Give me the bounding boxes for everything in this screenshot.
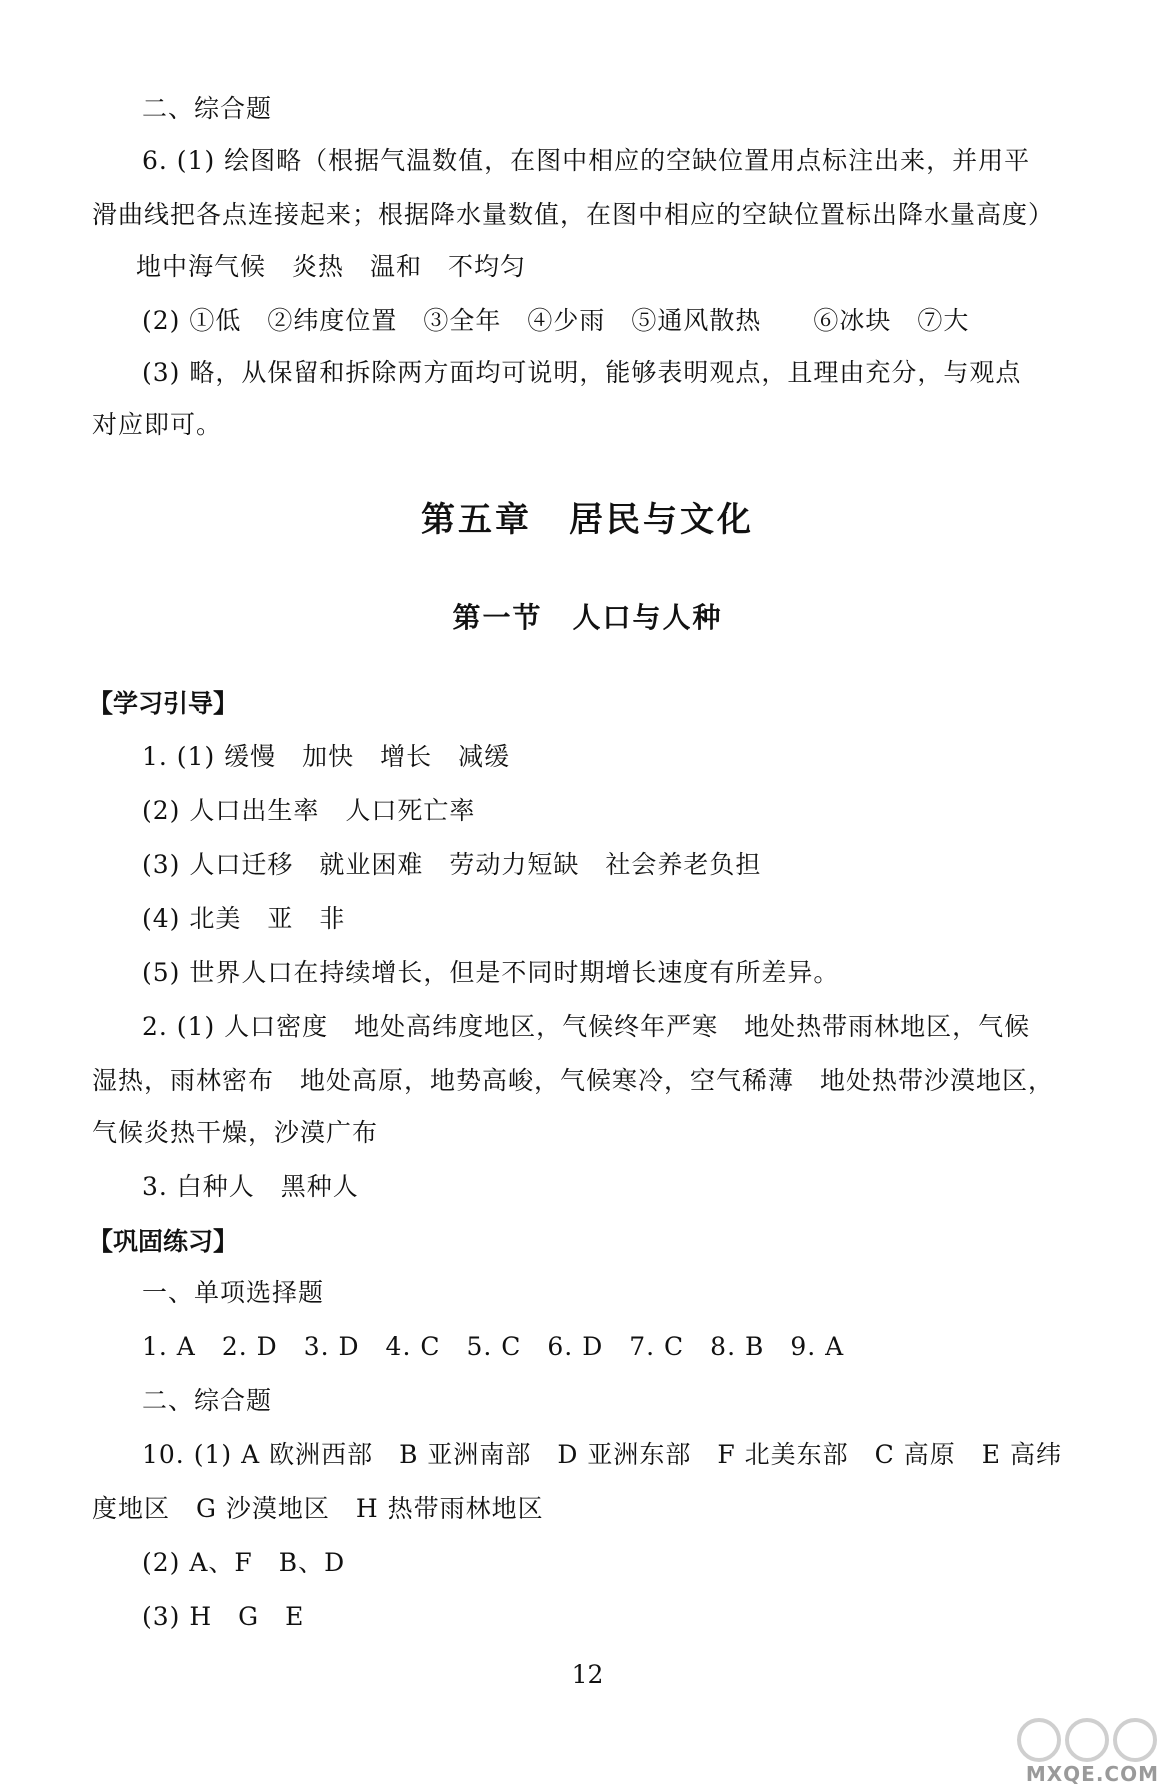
guide-line: 湿热，雨林密布 地处高原，地势高峻，气候寒冷，空气稀薄 地处热带沙漠地区，: [92, 1066, 1055, 1095]
guide-line: 3. 白种人 黑种人: [142, 1172, 359, 1201]
single-choice-heading: 一、单项选择题: [142, 1278, 325, 1307]
single-choice-answers: 1. A 2. D 3. D 4. C 5. C 6. D 7. C 8. B 9. A: [142, 1332, 845, 1361]
q6-part3-line1: (3) 略，从保留和拆除两方面均可说明，能够表明观点，且理由充分，与观点: [142, 358, 1022, 387]
q6-part1-line3: 地中海气候 炎热 温和 不均匀: [136, 252, 527, 281]
guide-line: (3) 人口迁移 就业困难 劳动力短缺 社会养老负担: [142, 850, 762, 879]
q6-part3-line2: 对应即可。: [92, 410, 223, 439]
page-number: 12: [571, 1660, 604, 1689]
q6-part2: (2) ①低 ②纬度位置 ③全年 ④少雨 ⑤通风散热 ⑥冰块 ⑦大: [142, 306, 970, 335]
q6-part1-line1: 6. (1) 绘图略（根据气温数值，在图中相应的空缺位置用点标注出来，并用平: [142, 146, 1031, 175]
q10-part1-line2: 度地区 G 沙漠地区 H 热带雨林地区: [92, 1494, 544, 1523]
practice-label: 【巩固练习】: [88, 1227, 239, 1256]
guide-line: (2) 人口出生率 人口死亡率: [142, 796, 476, 825]
guide-line: (4) 北美 亚 非: [142, 904, 346, 933]
guide-line: (5) 世界人口在持续增长，但是不同时期增长速度有所差异。: [142, 958, 840, 987]
section-heading-comprehensive: 二、综合题: [142, 94, 273, 123]
study-guide-label: 【学习引导】: [88, 689, 239, 718]
chapter-title: 第五章 居民与文化: [421, 500, 754, 540]
comprehensive-heading: 二、综合题: [142, 1386, 273, 1415]
guide-line: 气候炎热干燥，沙漠广布: [92, 1118, 379, 1147]
guide-line: 1. (1) 缓慢 加快 增长 减缓: [142, 742, 511, 771]
guide-line: 2. (1) 人口密度 地处高纬度地区，气候终年严寒 地处热带雨林地区，气候: [142, 1012, 1031, 1041]
watermark-url: MXQE.COM: [1025, 1762, 1159, 1786]
q10-part2: (2) A、F B、D: [142, 1548, 346, 1577]
q10-part1-line1: 10. (1) A 欧洲西部 B 亚洲南部 D 亚洲东部 F 北美东部 C 高原 E 高纬: [142, 1440, 1062, 1469]
section-title: 第一节 人口与人种: [452, 601, 723, 634]
q10-part3: (3) H G E: [142, 1602, 305, 1631]
q6-part1-line2: 滑曲线把各点连接起来；根据降水量数值，在图中相应的空缺位置标出降水量高度）: [92, 200, 1055, 229]
